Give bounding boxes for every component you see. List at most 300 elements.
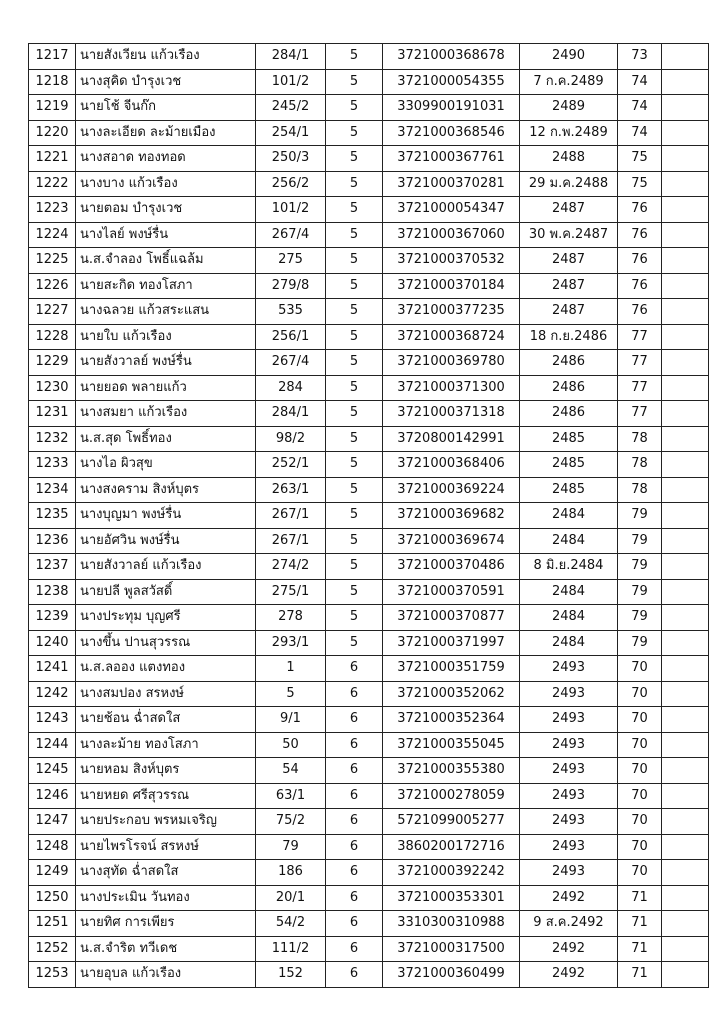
age: 79 (618, 605, 662, 631)
birth-date: 2487 (520, 197, 618, 223)
age: 78 (618, 477, 662, 503)
birth-date: 9 ส.ค.2492 (520, 911, 618, 937)
age: 71 (618, 911, 662, 937)
house-number: 284/1 (256, 44, 326, 70)
person-name: นางละม้าย ทองโสภา (76, 732, 256, 758)
table-row (29, 222, 709, 248)
row-number: 1231 (29, 401, 76, 427)
house-number: 250/3 (256, 146, 326, 172)
citizen-id: 3721000369780 (383, 350, 520, 376)
person-name: นางประเมิน วันทอง (76, 885, 256, 911)
row-number: 1218 (29, 69, 76, 95)
blank-cell (662, 69, 709, 95)
table-row (29, 681, 709, 707)
village-moo: 6 (326, 860, 383, 886)
row-number: 1237 (29, 554, 76, 580)
person-name: นางขึ้น ปานสุวรรณ (76, 630, 256, 656)
birth-date: 2486 (520, 375, 618, 401)
village-moo: 5 (326, 401, 383, 427)
village-moo: 5 (326, 120, 383, 146)
row-number: 1222 (29, 171, 76, 197)
age: 79 (618, 503, 662, 529)
citizen-id: 3721000368678 (383, 44, 520, 70)
age: 79 (618, 554, 662, 580)
house-number: 111/2 (256, 936, 326, 962)
person-name: นางสมปอง สรหงษ์ (76, 681, 256, 707)
village-moo: 5 (326, 452, 383, 478)
blank-cell (662, 146, 709, 172)
citizen-id: 3721000371300 (383, 375, 520, 401)
house-number: 284 (256, 375, 326, 401)
row-number: 1229 (29, 350, 76, 376)
citizen-id: 3721000371997 (383, 630, 520, 656)
row-number: 1243 (29, 707, 76, 733)
row-number: 1249 (29, 860, 76, 886)
row-number: 1226 (29, 273, 76, 299)
table-body (29, 44, 709, 988)
village-moo: 5 (326, 528, 383, 554)
row-number: 1236 (29, 528, 76, 554)
table-row (29, 707, 709, 733)
birth-date: 2488 (520, 146, 618, 172)
blank-cell (662, 248, 709, 274)
blank-cell (662, 120, 709, 146)
village-moo: 5 (326, 477, 383, 503)
age: 70 (618, 809, 662, 835)
blank-cell (662, 171, 709, 197)
age: 76 (618, 299, 662, 325)
village-moo: 6 (326, 732, 383, 758)
row-number: 1219 (29, 95, 76, 121)
birth-date: 2492 (520, 936, 618, 962)
birth-date: 2484 (520, 605, 618, 631)
citizen-id: 3721000369682 (383, 503, 520, 529)
person-name: นายสังเวียน แก้วเรือง (76, 44, 256, 70)
birth-date: 2492 (520, 885, 618, 911)
row-number: 1251 (29, 911, 76, 937)
table-row (29, 911, 709, 937)
citizen-id: 3721000370184 (383, 273, 520, 299)
house-number: 5 (256, 681, 326, 707)
village-moo: 5 (326, 273, 383, 299)
row-number: 1233 (29, 452, 76, 478)
age: 78 (618, 426, 662, 452)
house-number: 54/2 (256, 911, 326, 937)
house-number: 101/2 (256, 69, 326, 95)
birth-date: 7 ก.ค.2489 (520, 69, 618, 95)
person-name: นางสมยา แก้วเรือง (76, 401, 256, 427)
age: 70 (618, 707, 662, 733)
table-row (29, 860, 709, 886)
blank-cell (662, 426, 709, 452)
citizen-id: 3721000360499 (383, 962, 520, 988)
row-number: 1247 (29, 809, 76, 835)
table-row (29, 146, 709, 172)
person-name: นายปลี พูลสวัสดิ์ (76, 579, 256, 605)
table-row (29, 834, 709, 860)
blank-cell (662, 579, 709, 605)
table-row (29, 936, 709, 962)
table-row (29, 656, 709, 682)
house-number: 267/4 (256, 350, 326, 376)
row-number: 1246 (29, 783, 76, 809)
blank-cell (662, 197, 709, 223)
house-number: 63/1 (256, 783, 326, 809)
row-number: 1227 (29, 299, 76, 325)
blank-cell (662, 885, 709, 911)
village-moo: 5 (326, 554, 383, 580)
table-row (29, 758, 709, 784)
table-row (29, 783, 709, 809)
person-name: นางฉลวย แก้วสระแสน (76, 299, 256, 325)
age: 76 (618, 273, 662, 299)
row-number: 1230 (29, 375, 76, 401)
birth-date: 2489 (520, 95, 618, 121)
blank-cell (662, 222, 709, 248)
row-number: 1239 (29, 605, 76, 631)
age: 79 (618, 630, 662, 656)
village-moo: 6 (326, 656, 383, 682)
age: 79 (618, 579, 662, 605)
age: 73 (618, 44, 662, 70)
citizen-id: 3721000355045 (383, 732, 520, 758)
citizen-id: 3721000351759 (383, 656, 520, 682)
blank-cell (662, 299, 709, 325)
row-number: 1234 (29, 477, 76, 503)
age: 76 (618, 248, 662, 274)
citizen-id: 3721000371318 (383, 401, 520, 427)
house-number: 293/1 (256, 630, 326, 656)
village-moo: 6 (326, 911, 383, 937)
birth-date: 2486 (520, 401, 618, 427)
person-name: นายทิศ การเพียร (76, 911, 256, 937)
row-number: 1228 (29, 324, 76, 350)
blank-cell (662, 860, 709, 886)
person-name: นายไพรโรจน์ สรหงษ์ (76, 834, 256, 860)
blank-cell (662, 681, 709, 707)
age: 74 (618, 95, 662, 121)
table-row (29, 44, 709, 70)
village-moo: 5 (326, 605, 383, 631)
row-number: 1221 (29, 146, 76, 172)
row-number: 1244 (29, 732, 76, 758)
birth-date: 2486 (520, 350, 618, 376)
birth-date: 12 ก.พ.2489 (520, 120, 618, 146)
birth-date: 2493 (520, 783, 618, 809)
birth-date: 2493 (520, 809, 618, 835)
person-name: นางสุทัด ฉ่ำสดใส (76, 860, 256, 886)
blank-cell (662, 350, 709, 376)
row-number: 1238 (29, 579, 76, 605)
house-number: 256/2 (256, 171, 326, 197)
row-number: 1223 (29, 197, 76, 223)
person-name: นางสงคราม สิงห์บุตร (76, 477, 256, 503)
blank-cell (662, 783, 709, 809)
birth-date: 2493 (520, 656, 618, 682)
house-number: 252/1 (256, 452, 326, 478)
row-number: 1253 (29, 962, 76, 988)
person-name: นายอุบล แก้วเรือง (76, 962, 256, 988)
person-name: นางไลย์ พงษ์รื่น (76, 222, 256, 248)
table-row (29, 477, 709, 503)
person-name: นายประกอบ พรหมเจริญ (76, 809, 256, 835)
citizen-id: 3721000054347 (383, 197, 520, 223)
birth-date: 2493 (520, 732, 618, 758)
citizen-id: 3721000392242 (383, 860, 520, 886)
age: 70 (618, 860, 662, 886)
birth-date: 2487 (520, 248, 618, 274)
person-name: นางละเอียด ละม้ายเมือง (76, 120, 256, 146)
age: 74 (618, 69, 662, 95)
birth-date: 2485 (520, 426, 618, 452)
person-name: นายสะกิด ทองโสภา (76, 273, 256, 299)
age: 70 (618, 834, 662, 860)
row-number: 1240 (29, 630, 76, 656)
village-moo: 5 (326, 630, 383, 656)
blank-cell (662, 962, 709, 988)
birth-date: 2492 (520, 962, 618, 988)
citizen-id: 5721099005277 (383, 809, 520, 835)
house-number: 535 (256, 299, 326, 325)
table-row (29, 579, 709, 605)
age: 77 (618, 324, 662, 350)
age: 70 (618, 681, 662, 707)
village-moo: 5 (326, 503, 383, 529)
citizen-id: 3721000368406 (383, 452, 520, 478)
age: 71 (618, 962, 662, 988)
village-moo: 6 (326, 962, 383, 988)
citizen-id: 3721000367761 (383, 146, 520, 172)
age: 77 (618, 350, 662, 376)
village-moo: 5 (326, 579, 383, 605)
person-name: น.ส.ลออง แตงทอง (76, 656, 256, 682)
row-number: 1235 (29, 503, 76, 529)
village-moo: 6 (326, 809, 383, 835)
citizen-id: 3721000370591 (383, 579, 520, 605)
table-row (29, 375, 709, 401)
house-number: 263/1 (256, 477, 326, 503)
age: 77 (618, 401, 662, 427)
house-number: 278 (256, 605, 326, 631)
row-number: 1250 (29, 885, 76, 911)
person-name: นางบุญมา พงษ์รื่น (76, 503, 256, 529)
person-name: นางบาง แก้วเรือง (76, 171, 256, 197)
age: 70 (618, 783, 662, 809)
house-number: 54 (256, 758, 326, 784)
table-row (29, 350, 709, 376)
birth-date: 2493 (520, 707, 618, 733)
village-moo: 5 (326, 197, 383, 223)
blank-cell (662, 809, 709, 835)
house-number: 9/1 (256, 707, 326, 733)
village-moo: 6 (326, 758, 383, 784)
person-name: นางสอาด ทองทอด (76, 146, 256, 172)
house-number: 75/2 (256, 809, 326, 835)
birth-date: 2493 (520, 834, 618, 860)
person-name: นายช้อน ฉ่ำสดใส (76, 707, 256, 733)
table-row (29, 171, 709, 197)
table-row (29, 273, 709, 299)
elderly-registry-table (28, 43, 709, 988)
blank-cell (662, 528, 709, 554)
birth-date: 2484 (520, 630, 618, 656)
table-row (29, 120, 709, 146)
row-number: 1224 (29, 222, 76, 248)
citizen-id: 3721000377235 (383, 299, 520, 325)
table-row (29, 809, 709, 835)
blank-cell (662, 375, 709, 401)
birth-date: 2493 (520, 758, 618, 784)
house-number: 275/1 (256, 579, 326, 605)
blank-cell (662, 44, 709, 70)
village-moo: 5 (326, 299, 383, 325)
birth-date: 2493 (520, 860, 618, 886)
birth-date: 2493 (520, 681, 618, 707)
table-row (29, 452, 709, 478)
blank-cell (662, 707, 709, 733)
age: 75 (618, 146, 662, 172)
table-row (29, 630, 709, 656)
age: 70 (618, 656, 662, 682)
table-row (29, 426, 709, 452)
village-moo: 6 (326, 681, 383, 707)
citizen-id: 3721000370486 (383, 554, 520, 580)
row-number: 1252 (29, 936, 76, 962)
citizen-id: 3721000352062 (383, 681, 520, 707)
table-row (29, 324, 709, 350)
citizen-id: 3721000317500 (383, 936, 520, 962)
house-number: 254/1 (256, 120, 326, 146)
birth-date: 2484 (520, 528, 618, 554)
person-name: นายสังวาลย์ แก้วเรือง (76, 554, 256, 580)
table-row (29, 885, 709, 911)
village-moo: 5 (326, 69, 383, 95)
house-number: 20/1 (256, 885, 326, 911)
birth-date: 18 ก.ย.2486 (520, 324, 618, 350)
person-name: นายสังวาลย์ พงษ์รื่น (76, 350, 256, 376)
birth-date: 2484 (520, 503, 618, 529)
birth-date: 8 มิ.ย.2484 (520, 554, 618, 580)
table-row (29, 248, 709, 274)
citizen-id: 3721000369224 (383, 477, 520, 503)
row-number: 1220 (29, 120, 76, 146)
birth-date: 2485 (520, 477, 618, 503)
blank-cell (662, 273, 709, 299)
table-row (29, 197, 709, 223)
citizen-id: 3721000370281 (383, 171, 520, 197)
village-moo: 5 (326, 95, 383, 121)
birth-date: 2487 (520, 299, 618, 325)
village-moo: 6 (326, 936, 383, 962)
house-number: 275 (256, 248, 326, 274)
row-number: 1242 (29, 681, 76, 707)
blank-cell (662, 758, 709, 784)
person-name: นางไอ ผิวสุข (76, 452, 256, 478)
village-moo: 5 (326, 375, 383, 401)
person-name: น.ส.สุด โพธิ์ทอง (76, 426, 256, 452)
blank-cell (662, 834, 709, 860)
row-number: 1241 (29, 656, 76, 682)
citizen-id: 3721000355380 (383, 758, 520, 784)
house-number: 152 (256, 962, 326, 988)
house-number: 101/2 (256, 197, 326, 223)
age: 71 (618, 885, 662, 911)
house-number: 245/2 (256, 95, 326, 121)
table-row (29, 299, 709, 325)
citizen-id: 3721000278059 (383, 783, 520, 809)
person-name: นายหอม สิงห์บุตร (76, 758, 256, 784)
table-row (29, 401, 709, 427)
row-number: 1225 (29, 248, 76, 274)
table-row (29, 605, 709, 631)
table-row (29, 962, 709, 988)
blank-cell (662, 477, 709, 503)
house-number: 279/8 (256, 273, 326, 299)
village-moo: 6 (326, 707, 383, 733)
village-moo: 5 (326, 248, 383, 274)
table-row (29, 95, 709, 121)
row-number: 1245 (29, 758, 76, 784)
birth-date: 2487 (520, 273, 618, 299)
village-moo: 5 (326, 426, 383, 452)
citizen-id: 3721000370532 (383, 248, 520, 274)
blank-cell (662, 401, 709, 427)
birth-date: 2490 (520, 44, 618, 70)
person-name: นายใบ แก้วเรือง (76, 324, 256, 350)
house-number: 186 (256, 860, 326, 886)
age: 76 (618, 222, 662, 248)
citizen-id: 3721000352364 (383, 707, 520, 733)
age: 74 (618, 120, 662, 146)
blank-cell (662, 95, 709, 121)
row-number: 1232 (29, 426, 76, 452)
blank-cell (662, 324, 709, 350)
person-name: นายหยด ศรีสุวรรณ (76, 783, 256, 809)
citizen-id: 3310300310988 (383, 911, 520, 937)
blank-cell (662, 452, 709, 478)
person-name: นายอัศวิน พงษ์รื่น (76, 528, 256, 554)
person-name: นางประทุม บุญศรี (76, 605, 256, 631)
birth-date: 2484 (520, 579, 618, 605)
village-moo: 6 (326, 834, 383, 860)
age: 77 (618, 375, 662, 401)
person-name: นายยอด พลายแก้ว (76, 375, 256, 401)
citizen-id: 3721000054355 (383, 69, 520, 95)
village-moo: 6 (326, 783, 383, 809)
house-number: 267/4 (256, 222, 326, 248)
person-name: น.ส.จำลอง โพธิ์แฉล้ม (76, 248, 256, 274)
birth-date: 29 ม.ค.2488 (520, 171, 618, 197)
age: 71 (618, 936, 662, 962)
citizen-id: 3860200172716 (383, 834, 520, 860)
row-number: 1217 (29, 44, 76, 70)
person-name: นางสุคิด บำรุงเวช (76, 69, 256, 95)
person-name: น.ส.จำริต ทวีเดช (76, 936, 256, 962)
blank-cell (662, 732, 709, 758)
blank-cell (662, 503, 709, 529)
citizen-id: 3309900191031 (383, 95, 520, 121)
document-page (28, 43, 708, 988)
birth-date: 30 พ.ค.2487 (520, 222, 618, 248)
citizen-id: 3721000353301 (383, 885, 520, 911)
house-number: 267/1 (256, 528, 326, 554)
citizen-id: 3720800142991 (383, 426, 520, 452)
house-number: 274/2 (256, 554, 326, 580)
table-row (29, 528, 709, 554)
blank-cell (662, 554, 709, 580)
age: 70 (618, 732, 662, 758)
house-number: 284/1 (256, 401, 326, 427)
